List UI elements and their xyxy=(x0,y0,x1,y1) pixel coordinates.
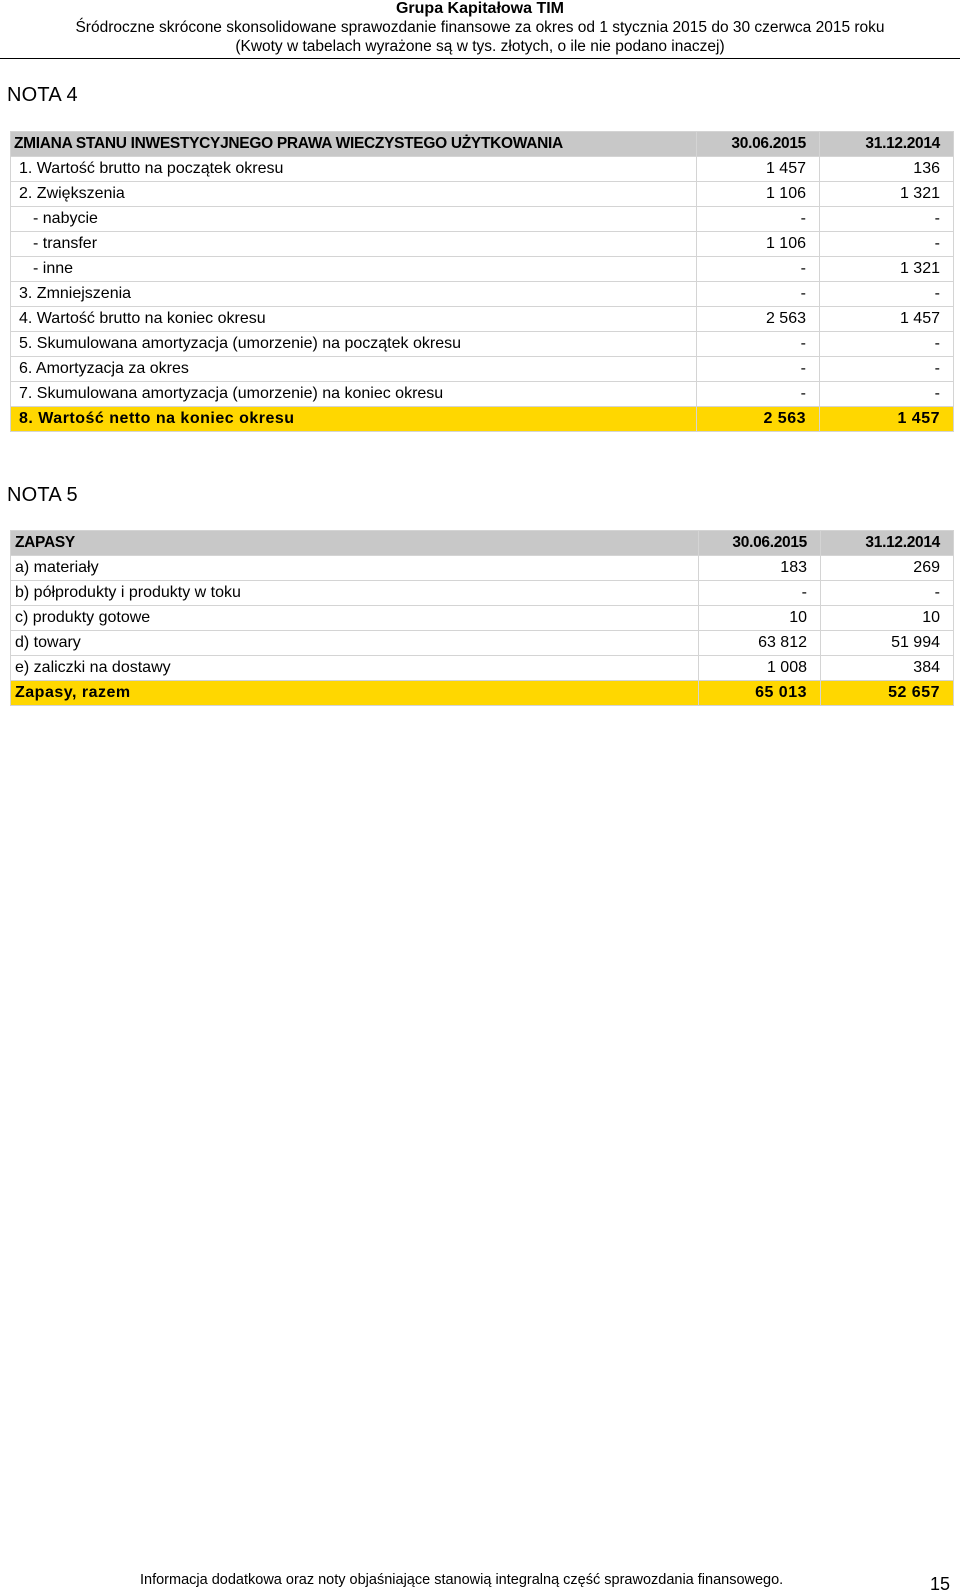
table-row xyxy=(11,182,954,207)
nota4-header-label: ZMIANA STANU INWESTYCYJNEGO PRAWA WIECZYSTEGO UŻYTKOWANIA xyxy=(11,132,697,157)
table-row xyxy=(11,581,954,606)
row-value-2015: - xyxy=(697,357,820,382)
row-label: 4. Wartość brutto na koniec okresu xyxy=(11,307,697,332)
nota4-header-col1: 30.06.2015 xyxy=(697,132,820,157)
nota5-table xyxy=(10,530,954,706)
table-row xyxy=(11,332,954,357)
row-value-2014: - xyxy=(820,382,954,407)
row-value-2015: - xyxy=(697,282,820,307)
table-row xyxy=(11,357,954,382)
row-value-2014: 51 994 xyxy=(821,631,954,656)
row-value-2014: 1 321 xyxy=(820,257,954,282)
amounts-note: (Kwoty w tabelach wyrażone są w tys. złotych, o ile nie podano inaczej) xyxy=(235,38,725,55)
row-label: - nabycie xyxy=(11,207,697,232)
document-header xyxy=(0,0,960,59)
row-value-2015: 63 812 xyxy=(699,631,821,656)
row-value-2014: 1 321 xyxy=(820,182,954,207)
nota5-header-row xyxy=(11,531,954,556)
row-value-2015: - xyxy=(699,581,821,606)
row-label: - transfer xyxy=(11,232,697,257)
row-value-2014: - xyxy=(820,207,954,232)
nota4-table xyxy=(10,131,954,432)
total-label: Zapasy, razem xyxy=(11,681,699,706)
row-value-2014: 269 xyxy=(821,556,954,581)
row-label: - inne xyxy=(11,257,697,282)
total-label: 8. Wartość netto na koniec okresu xyxy=(11,407,697,432)
row-label: 7. Skumulowana amortyzacja (umorzenie) na koniec okresu xyxy=(11,382,697,407)
row-value-2015: 10 xyxy=(699,606,821,631)
row-value-2015: 183 xyxy=(699,556,821,581)
page-number: 15 xyxy=(930,1574,951,1594)
total-value-2015: 2 563 xyxy=(697,407,820,432)
row-label: a) materiały xyxy=(11,556,699,581)
row-value-2014: - xyxy=(820,232,954,257)
table-row xyxy=(11,556,954,581)
nota4-header-col2: 31.12.2014 xyxy=(820,132,954,157)
row-value-2015: 1 106 xyxy=(697,232,820,257)
row-value-2015: 2 563 xyxy=(697,307,820,332)
total-value-2015: 65 013 xyxy=(699,681,821,706)
row-value-2014: 136 xyxy=(820,157,954,182)
total-value-2014: 1 457 xyxy=(820,407,954,432)
row-value-2014: 10 xyxy=(821,606,954,631)
table-row xyxy=(11,232,954,257)
nota5-header-col1: 30.06.2015 xyxy=(699,531,821,556)
row-value-2015: - xyxy=(697,332,820,357)
nota5-header-label: ZAPASY xyxy=(11,531,699,556)
row-value-2015: 1 008 xyxy=(699,656,821,681)
table-row xyxy=(11,606,954,631)
row-label: e) zaliczki na dostawy xyxy=(11,656,699,681)
footer-note: Informacja dodatkowa oraz noty objaśniające stanowią integralną część sprawozdania finansowego. xyxy=(140,1572,784,1588)
row-label: c) produkty gotowe xyxy=(11,606,699,631)
row-value-2015: 1 457 xyxy=(697,157,820,182)
total-value-2014: 52 657 xyxy=(821,681,954,706)
row-value-2015: 1 106 xyxy=(697,182,820,207)
row-value-2014: - xyxy=(820,357,954,382)
row-value-2014: - xyxy=(820,282,954,307)
row-label: d) towary xyxy=(11,631,699,656)
row-value-2015: - xyxy=(697,207,820,232)
table-row xyxy=(11,282,954,307)
row-label: 1. Wartość brutto na początek okresu xyxy=(11,157,697,182)
nota5-title: NOTA 5 xyxy=(7,484,78,506)
report-subtitle: Śródroczne skrócone skonsolidowane sprawozdanie finansowe za okres od 1 stycznia 2015 do 30 czerwca 2015 roku xyxy=(75,19,885,36)
row-value-2014: - xyxy=(821,581,954,606)
table-row xyxy=(11,307,954,332)
row-label: b) półprodukty i produkty w toku xyxy=(11,581,699,606)
table-row xyxy=(11,207,954,232)
row-label: 6. Amortyzacja za okres xyxy=(11,357,697,382)
row-value-2014: 1 457 xyxy=(820,307,954,332)
table-row xyxy=(11,382,954,407)
table-row xyxy=(11,656,954,681)
table-row xyxy=(11,257,954,282)
row-label: 2. Zwiększenia xyxy=(11,182,697,207)
nota4-total-row xyxy=(11,407,954,432)
table-row xyxy=(11,157,954,182)
nota4-header-row xyxy=(11,132,954,157)
row-label: 5. Skumulowana amortyzacja (umorzenie) na początek okresu xyxy=(11,332,697,357)
row-value-2015: - xyxy=(697,257,820,282)
nota5-total-row xyxy=(11,681,954,706)
nota4-title: NOTA 4 xyxy=(7,84,78,106)
row-value-2014: - xyxy=(820,332,954,357)
row-label: 3. Zmniejszenia xyxy=(11,282,697,307)
table-row xyxy=(11,631,954,656)
nota5-header-col2: 31.12.2014 xyxy=(821,531,954,556)
row-value-2014: 384 xyxy=(821,656,954,681)
row-value-2015: - xyxy=(697,382,820,407)
company-name: Grupa Kapitałowa TIM xyxy=(395,0,564,17)
